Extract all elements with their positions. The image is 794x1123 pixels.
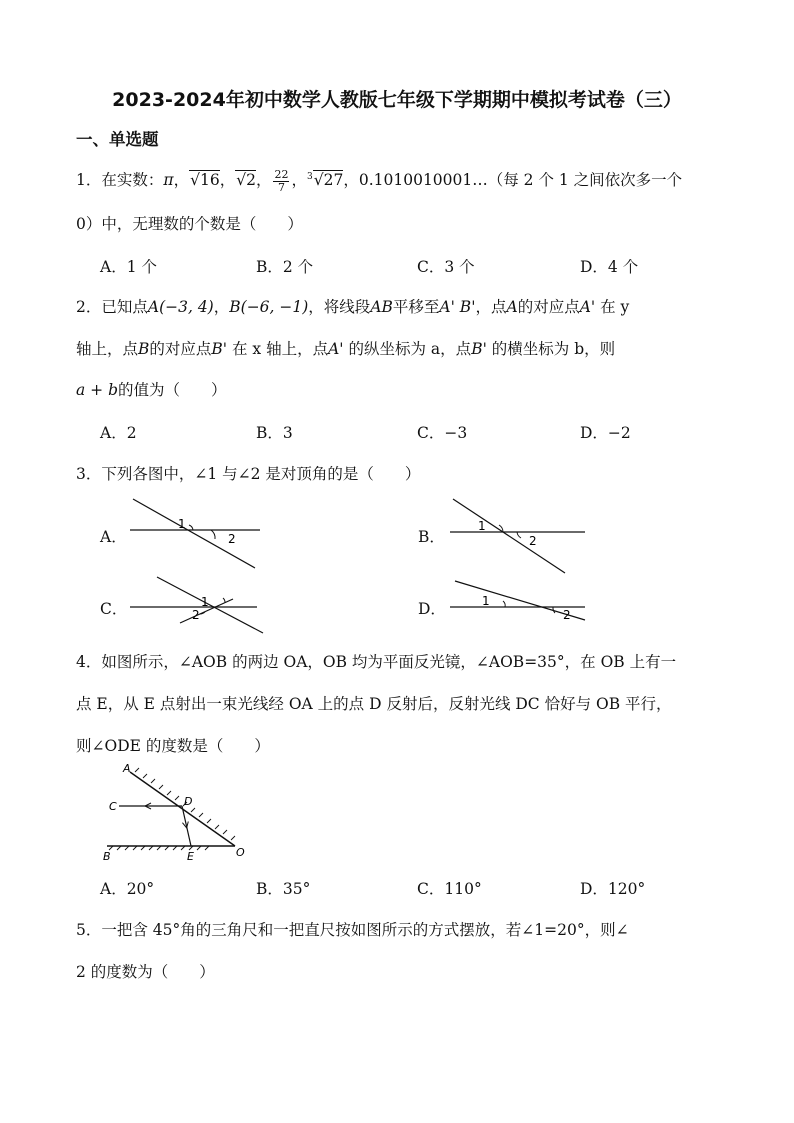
q2-b-prime: B' [211,340,228,358]
q3-figure-c [125,575,270,637]
label-o: O [236,846,245,859]
q2-option-b[interactable]: B．3 [256,424,293,442]
q2-text: 2．已知点 [76,298,148,316]
label-c: C [109,800,117,813]
q4-line2: 点 E，从 E 点射出一束光线经 OA 上的点 D 反射后，反射光线 DC 恰好与 OB 平行， [76,695,672,713]
section-heading: 一、单选题 [76,130,159,149]
q4-line3: 则∠ODE 的度数是（ ） [76,737,270,755]
q1-number: 1． [76,171,102,189]
q2-b: B [138,340,150,358]
q1-suffix: ，0.1010010001…（每 2 个 1 之间依次多一个 [343,171,683,189]
q4-option-c[interactable]: C．110° [417,880,482,898]
q2-a-prime: A' [328,340,344,358]
angle-2-label: 2 [192,608,200,622]
q3-option-b[interactable]: B． [418,528,445,546]
q3-figure-a [125,495,265,570]
q2-text: ，将线段 [308,298,371,316]
q3-figure-d [445,575,590,637]
q2-option-d[interactable]: D．−2 [580,424,631,442]
q3-option-c[interactable]: C． [100,600,128,618]
q4-option-b[interactable]: B．35° [256,880,311,898]
q1-sqrt2: √2 [236,171,256,189]
label-e: E [187,850,194,863]
q1-option-d[interactable]: D．4 个 [580,258,639,276]
q4-line1: 4．如图所示，∠AOB 的两边 OA，OB 均为平面反光镜，∠AOB=35°，在 OB 上有一 [76,653,677,671]
angle-1-label: 1 [201,595,209,609]
q2-option-a[interactable]: A．2 [100,424,137,442]
angle-2-label: 2 [563,608,571,622]
q2-line2 [76,337,615,359]
q2-point-b: B(−6, −1) [229,298,309,316]
q1-sep: ， [219,171,236,189]
q1-fraction [273,169,289,194]
angle-1-label: 1 [178,517,186,531]
label-b: B [103,850,111,863]
q2-text: 的横坐标为 b，则 [486,340,616,358]
q1-option-a[interactable]: A．1 个 [100,258,157,276]
q1-line1 [76,168,682,194]
q1-cbrt-index: 3 [307,171,313,182]
label-a: A [123,762,131,775]
q2-segment-ab-prime: A' B' [439,298,476,316]
q2-text: 在 x 轴上，点 [227,340,329,358]
angle-1-label: 1 [482,594,490,608]
q2-option-c[interactable]: C．−3 [417,424,468,442]
q2-a-prime: A' [579,298,596,316]
q2-expression: a + b [76,381,119,399]
q2-text: 的值为（ ） [118,381,227,399]
q1-sqrt16: √16 [190,171,220,189]
q1-cbrt27: √27 [313,171,344,189]
angle-2-label: 2 [228,532,236,546]
q2-line1 [76,295,629,317]
q2-a: A [506,298,518,316]
q2-b-prime: B' [471,340,487,358]
q2-line3 [76,378,227,400]
q2-segment-ab: AB [370,298,393,316]
q3-option-d[interactable]: D． [418,600,446,618]
label-d: D [184,795,193,808]
q1-sep: ， [255,171,272,189]
q1-option-c[interactable]: C．3 个 [417,258,475,276]
angle-1-label: 1 [478,519,486,533]
q1-sep: ， [291,171,307,189]
q2-text: ， [213,298,230,316]
q2-text: 的纵坐标为 a，点 [343,340,472,358]
page-title: 2023-2024年初中数学人教版七年级下学期期中模拟考试卷（三） [112,89,682,111]
q2-text: 的对应点 [149,340,212,358]
q3-text: 3．下列各图中，∠1 与∠2 是对顶角的是（ ） [76,465,421,483]
q5-line1: 5．一把含 45°角的三角尺和一把直尺按如图所示的方式摆放，若∠1=20°，则∠ [76,921,629,939]
q4-option-a[interactable]: A．20° [100,880,155,898]
fraction-numerator: 22 [274,167,289,181]
fraction-denominator: 7 [277,180,285,194]
q2-point-a: A(−3, 4) [147,298,214,316]
q2-text: ，点 [475,298,507,316]
q2-text: 平移至 [392,298,440,316]
q1-line2: 0）中，无理数的个数是（ ） [76,215,303,233]
q3-option-a[interactable]: A． [100,528,127,546]
q4-mirror-figure [95,758,255,868]
q1-pi: π [163,171,174,189]
q3-figure-b [445,495,590,575]
q2-text: 在 y [595,298,630,316]
q2-text: 轴上，点 [76,340,139,358]
q1-prefix: 在实数： [101,171,164,189]
q5-line2: 2 的度数为（ ） [76,963,215,981]
q1-sep: ， [173,171,190,189]
q4-option-d[interactable]: D．120° [580,880,646,898]
angle-2-label: 2 [529,534,537,548]
q2-text: 的对应点 [517,298,580,316]
q1-option-b[interactable]: B．2 个 [256,258,314,276]
